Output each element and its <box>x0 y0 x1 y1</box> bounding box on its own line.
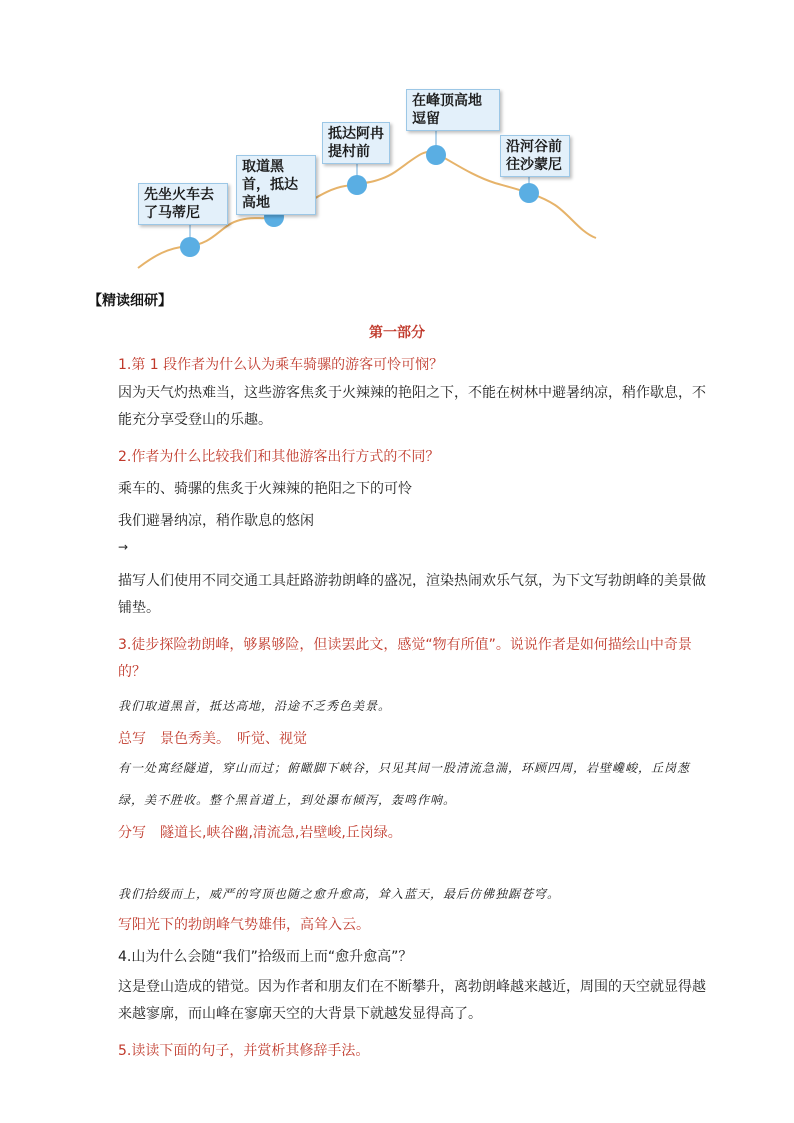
route-stop-label-2: 取道黑首，抵达高地 <box>236 155 316 215</box>
route-stop-label-1: 先坐火车去了马蒂尼 <box>138 183 228 225</box>
handwritten-line-1: 我们取道黑首，抵达高地，沿途不乏秀色美景。 <box>118 699 392 713</box>
question-4: 4.山为什么会随“我们”拾级而上而“愈升愈高”？ <box>118 949 413 965</box>
part-title: 第一部分 <box>369 325 425 341</box>
handwritten-line-2: 有一处寓经隧道，穿山而过；俯瞰脚下峡谷，只见其间一股清流急湍，环顾四周，岩壁巉峻，丘岗葱绿，美不胜收。整个黑首道上，到处瀑布倾泻，轰鸣作响。 <box>118 761 691 807</box>
route-stop-label-5: 沿河谷前往沙蒙尼 <box>500 135 570 177</box>
note-sunlight: 写阳光下的勃朗峰气势雄伟，高耸入云。 <box>118 917 370 933</box>
note-summary: 总写 景色秀美。 听觉、视觉 <box>118 731 307 747</box>
answer-1: 因为天气灼热难当，这些游客焦炙于火辣辣的艳阳之下，不能在树林中避暑纳凉，稍作歇息，不能充分享受登山的乐趣。 <box>118 385 706 428</box>
route-stop-dot-1 <box>180 237 200 257</box>
note-detail: 分写 隧道长,峡谷幽,清流急,岩壁峻,丘岗绿。 <box>118 825 402 841</box>
answer-2: 描写人们使用不同交通工具赶路游勃朗峰的盛况，渲染热闹欢乐气氛，为下文写勃朗峰的美景做铺垫。 <box>118 573 706 616</box>
route-stop-dot-3 <box>347 175 367 195</box>
route-diagram <box>0 0 794 290</box>
question-3: 3.徒步探险勃朗峰，够累够险，但读罢此文，感觉“物有所值”。说说作者是如何描绘山中奇景的？ <box>118 637 692 680</box>
question-2: 2.作者为什么比较我们和其他游客出行方式的不同？ <box>118 449 440 465</box>
handwritten-line-3: 我们拾级而上，威严的穹顶也随之愈升愈高，耸入蓝天，最后仿佛独踞苍穹。 <box>118 887 561 901</box>
answer-4: 这是登山造成的错觉。因为作者和朋友们在不断攀升，离勃朗峰越来越近，周围的天空就显得越来越寥廓，而山峰在寥廓天空的大背景下就越发显得高了。 <box>118 979 706 1022</box>
route-stop-dot-5 <box>519 183 539 203</box>
question-1: 1.第 1 段作者为什么认为乘车骑骡的游客可怜可悯？ <box>118 357 444 373</box>
route-stop-label-4: 在峰顶高地逗留 <box>406 89 500 131</box>
question-5: 5.读读下面的句子，并赏析其修辞手法。 <box>118 1043 370 1059</box>
arrow-glyph: → <box>118 540 129 554</box>
section-header: 【精读细研】 <box>88 293 172 309</box>
route-stop-label-3: 抵达阿冉提村前 <box>322 122 390 164</box>
contrast-line-2: 我们避暑纳凉，稍作歇息的悠闲 <box>118 513 314 529</box>
route-path-graphic <box>0 0 794 290</box>
contrast-line-1: 乘车的、骑骡的焦炙于火辣辣的艳阳之下的可怜 <box>118 481 412 497</box>
route-stop-dot-4 <box>426 145 446 165</box>
